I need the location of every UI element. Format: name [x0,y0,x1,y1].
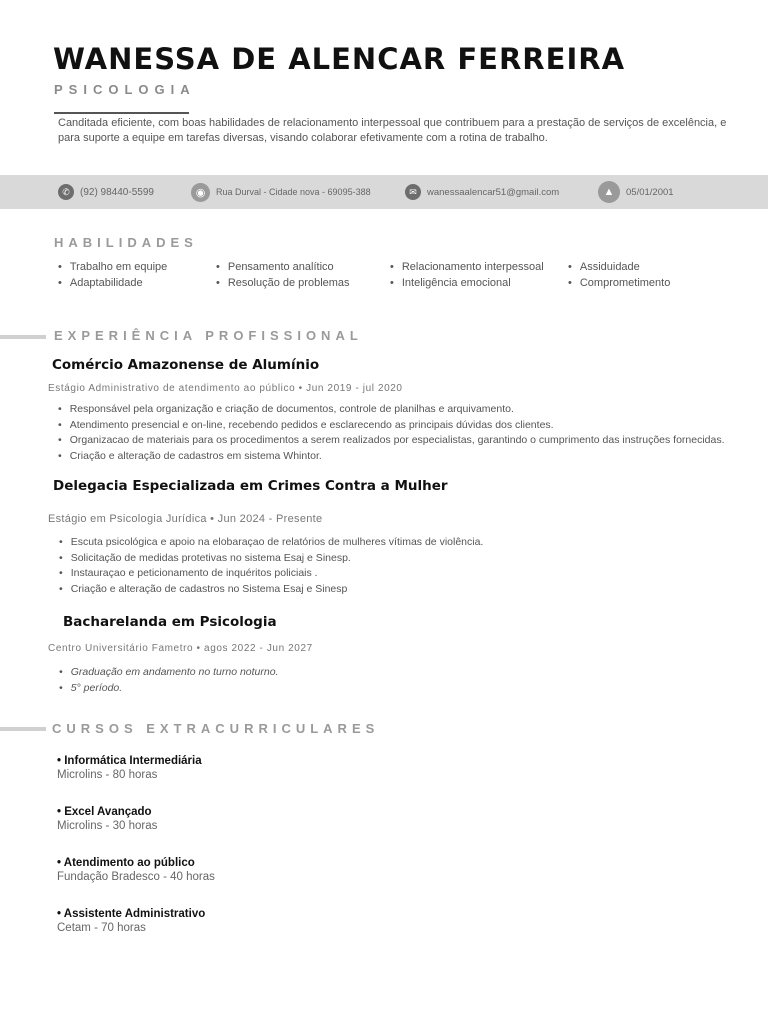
skill-item: • Pensamento analítico [216,260,350,276]
course-name: • Assistente Administrativo [57,908,206,920]
course-name: • Excel Avançado [57,806,152,818]
email-text: wanessaalencar51@gmail.com [427,186,560,198]
section-accent-line [0,727,46,731]
skill-item: • Relacionamento interpessoal [390,260,544,276]
phone-text: (92) 98440-5599 [80,186,154,198]
education-title: Bacharelanda em Psicologia [63,614,277,630]
job-meta: Estágio em Psicologia Jurídica • Jun 2024 - Presente [48,513,323,525]
cake-icon: ▲ [598,181,620,203]
contact-address [191,175,371,209]
skills-column-4 [568,260,670,291]
location-icon: ◉ [191,183,210,202]
course-item [57,908,205,934]
candidate-name: WANESSA DE ALENCAR FERREIRA [53,42,626,76]
section-accent-line [0,335,46,339]
course-name: • Atendimento ao público [57,857,195,869]
skill-item: • Inteligência emocional [390,276,544,292]
course-item [57,857,215,883]
skill-item: • Resolução de problemas [216,276,350,292]
course-name: • Informática Intermediária [57,755,202,767]
skill-item: • Assiduidade [568,260,670,276]
job-duties [58,402,725,464]
skill-item: • Trabalho em equipe [58,260,167,276]
list-item: • Criação e alteração de cadastros no Sistema Esaj e Sinesp [59,582,483,598]
skills-heading: HABILIDADES [54,235,198,250]
course-item [57,806,157,832]
profile-summary: Canditada eficiente, com boas habilidades de relacionamento interpessoal que contribuem para a prestação de serviços de excelência, e para suporte a equipe em tarefas diversas, visando colaborar efetivamente com a rotina de trabalho. [58,117,727,144]
skills-column-2 [216,260,350,291]
courses-heading: CURSOS EXTRACURRICULARES [52,721,380,736]
education-meta: Centro Universitário Fametro • agos 2022 - Jun 2027 [48,643,313,654]
skills-column-3 [390,260,544,291]
list-item: • 5° período. [59,681,279,697]
skills-column-1 [58,260,167,291]
contact-phone [58,175,154,209]
list-item: • Graduação em andamento no turno noturno. [59,665,279,681]
course-item [57,755,202,781]
role-underline [54,112,189,114]
candidate-role: PSICOLOGIA [54,82,196,97]
list-item: • Atendimento presencial e on-line, recebendo pedidos e esclarecendo as principais dúvidas dos clientes. [58,418,725,434]
phone-icon: ✆ [58,184,74,200]
list-item: • Instauraçao e peticionamento de inquéritos policiais . [59,566,483,582]
skill-item: • Comprometimento [568,276,670,292]
course-institution: Microlins - 30 horas [57,820,158,832]
course-institution: Cetam - 70 horas [57,922,146,934]
job-company: Comércio Amazonense de Alumínio [52,357,320,373]
list-item: • Criação e alteração de cadastros em sistema Whintor. [58,449,725,465]
course-institution: Fundação Bradesco - 40 horas [57,871,215,883]
birthdate-text: 05/01/2001 [626,186,674,198]
job-duties [59,535,483,597]
address-text: Rua Durval - Cidade nova - 69095-388 [216,187,371,197]
list-item: • Organizacao de materiais para os procedimentos a serem realizados por especialistas, garantindo o cumprimento das instruções fornecidas. [58,433,725,449]
list-item: • Responsável pela organização e criação de documentos, controle de planilhas e arquivamento. [58,402,725,418]
email-icon: ✉ [405,184,421,200]
skill-item: • Adaptabilidade [58,276,167,292]
course-institution: Microlins - 80 horas [57,769,158,781]
job-company: Delegacia Especializada em Crimes Contra a Mulher [53,478,448,494]
list-item: • Solicitação de medidas protetivas no sistema Esaj e Sinesp. [59,551,483,567]
education-notes [59,665,279,696]
job-meta: Estágio Administrativo de atendimento ao público • Jun 2019 - jul 2020 [48,383,403,394]
list-item: • Escuta psicológica e apoio na elobaraçao de relatórios de mulheres vítimas de violência. [59,535,483,551]
experience-heading: EXPERIÊNCIA PROFISSIONAL [54,328,363,343]
contact-email [405,175,559,209]
contact-birthdate [598,175,674,209]
